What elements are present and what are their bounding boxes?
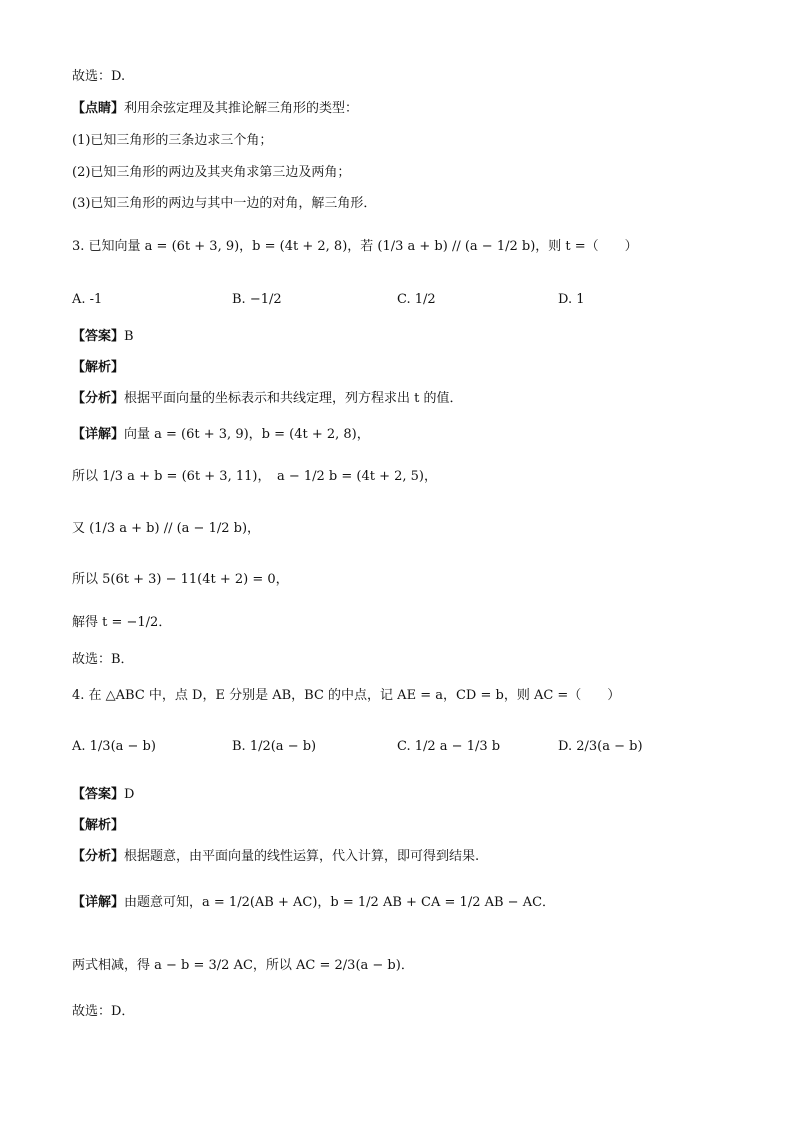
answer-tag: 【答案】 bbox=[72, 787, 125, 802]
tip-heading bbox=[72, 99, 358, 119]
q4-step-1: 两式相减，得 a − b = 3/2 AC，所以 AC = 2/3(a − b)． bbox=[72, 958, 414, 973]
tip-item-3: (3)已知三角形的两边与其中一边的对角，解三角形． bbox=[72, 196, 377, 211]
q3-jiexi: 【解析】 bbox=[72, 360, 125, 375]
q4-jiexi: 【解析】 bbox=[72, 818, 125, 833]
answer-value: B bbox=[124, 329, 134, 344]
analysis-text: 根据题意，由平面向量的线性运算，代入计算，即可得到结果. bbox=[124, 849, 480, 864]
tip-item-1: (1)已知三角形的三条边求三个角； bbox=[72, 133, 273, 148]
tip-tag: 【点睛】 bbox=[72, 101, 125, 116]
q3-option-a: A. -1 bbox=[72, 292, 103, 307]
q3-conclusion: 故选：B． bbox=[72, 652, 134, 667]
q3-step-1: 所以 1/3 a + b = (6t + 3, 11)， a − 1/2 b = (4t + 2, 5)， bbox=[72, 469, 437, 484]
conclusion-line: 故选：D. bbox=[72, 69, 126, 84]
detail-tag: 【详解】 bbox=[72, 427, 125, 442]
q3-step-2: 又 (1/3 a + b) // (a − 1/2 b)， bbox=[72, 521, 261, 536]
q3-option-c: C. 1/2 bbox=[397, 292, 436, 307]
analysis-tag: 【分析】 bbox=[72, 391, 125, 406]
q4-detail bbox=[72, 893, 555, 913]
q3-option-d: D. 1 bbox=[558, 292, 585, 307]
q4-analysis bbox=[72, 847, 479, 867]
q3-option-b: B. −1/2 bbox=[232, 292, 282, 307]
analysis-tag: 【分析】 bbox=[72, 849, 125, 864]
answer-tag: 【答案】 bbox=[72, 329, 125, 344]
detail-text: 由题意可知，a = 1/2(AB + AC)，b = 1/2 AB + CA = 1/2 AB − AC． bbox=[124, 895, 556, 910]
q4-option-d: D. 2/3(a − b) bbox=[558, 739, 643, 754]
tip-item-2: (2)已知三角形的两边及其夹角求第三边及两角； bbox=[72, 165, 351, 180]
detail-tag: 【详解】 bbox=[72, 895, 125, 910]
q3-detail bbox=[72, 425, 370, 445]
q3-step-3: 所以 5(6t + 3) − 11(4t + 2) = 0， bbox=[72, 572, 289, 587]
q3-answer bbox=[72, 327, 134, 347]
tip-text: 利用余弦定理及其推论解三角形的类型： bbox=[124, 101, 359, 116]
answer-value: D bbox=[124, 787, 135, 802]
detail-text: 向量 a = (6t + 3, 9)，b = (4t + 2, 8)， bbox=[124, 427, 370, 442]
q4-option-a: A. 1/3(a − b) bbox=[72, 739, 156, 754]
q4-answer bbox=[72, 785, 134, 805]
q4-conclusion: 故选：D． bbox=[72, 1004, 135, 1019]
q4-option-c: C. 1/2 a − 1/3 b bbox=[397, 739, 501, 754]
question-3-stem: 3. 已知向量 a = (6t + 3, 9)，b = (4t + 2, 8)，若 (1/3 a + b) // (a − 1/2 b)，则 t =（ ） bbox=[72, 239, 638, 254]
question-4-stem: 4. 在 △ABC 中，点 D，E 分别是 AB，BC 的中点，记 AE = a，CD = b，则 AC =（ ） bbox=[72, 688, 621, 703]
analysis-text: 根据平面向量的坐标表示和共线定理，列方程求出 t 的值． bbox=[124, 391, 463, 406]
q4-option-b: B. 1/2(a − b) bbox=[232, 739, 317, 754]
q3-step-4: 解得 t = −1/2． bbox=[72, 615, 172, 630]
q3-analysis bbox=[72, 389, 463, 409]
